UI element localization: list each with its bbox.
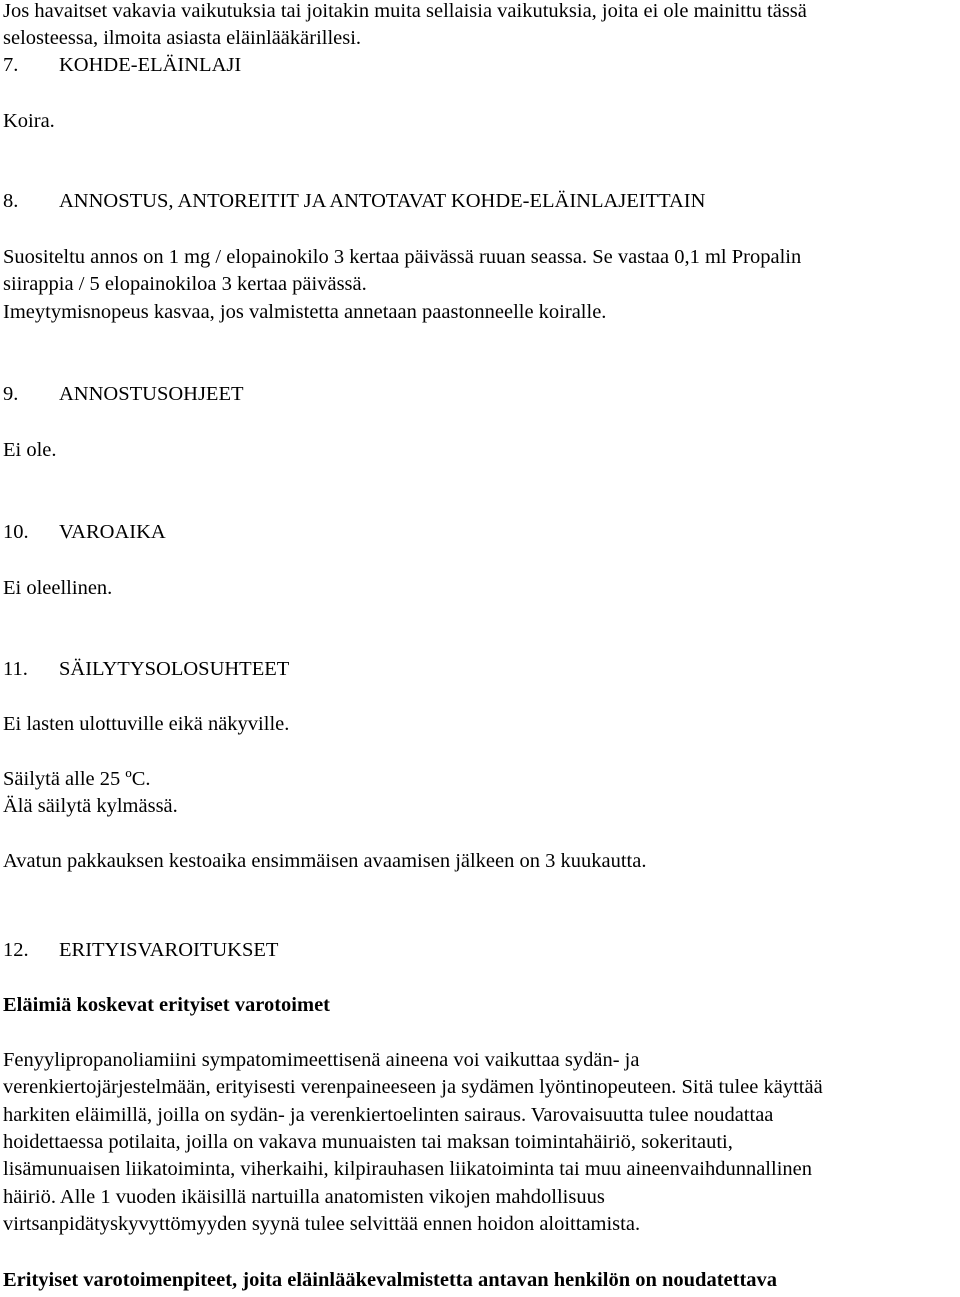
section-9-body-1: Ei ole. <box>3 439 57 461</box>
intro-line-2: selosteessa, ilmoita asiasta eläinlääkärillesi. <box>3 27 362 49</box>
section-number: 12. <box>3 939 29 961</box>
section-number: 9. <box>3 383 19 405</box>
section-12-body-5: lisämunuaisen liikatoiminta, viherkaihi, kilpirauhasen liikatoiminta tai muu aineenvaihdunnallinen <box>3 1158 812 1180</box>
section-12-body-1: Fenyylipropanoliamiini sympatomimeettisenä aineena voi vaikuttaa sydän- ja <box>3 1049 640 1071</box>
section-heading-8 <box>3 188 705 215</box>
section-title: SÄILYTYSOLOSUHTEET <box>59 658 290 680</box>
section-heading-10 <box>3 519 166 546</box>
section-number: 8. <box>3 190 19 212</box>
section-number: 7. <box>3 54 19 76</box>
section-number: 10. <box>3 521 29 543</box>
section-8-body-1: Suositeltu annos on 1 mg / elopainokilo 3 kertaa päivässä ruuan seassa. Se vastaa 0,1 ml Propalin <box>3 246 802 268</box>
section-11-body-2: Säilytä alle 25 ºC. <box>3 768 151 790</box>
section-12-body-7: virtsanpidätyskyvyttömyyden syynä tulee selvittää ennen hoidon aloittamista. <box>3 1213 641 1235</box>
section-title: ANNOSTUS, ANTOREITIT JA ANTOTAVAT KOHDE-ELÄINLAJEITTAIN <box>59 190 706 212</box>
section-title: VAROAIKA <box>59 521 166 543</box>
intro-line-1: Jos havaitset vakavia vaikutuksia tai joitakin muita sellaisia vaikutuksia, joita ei ole mainittu tässä <box>3 0 807 22</box>
section-12-body-3: harkiten eläimillä, joilla on sydän- ja verenkiertoelinten sairaus. Varovaisuutta tulee noudattaa <box>3 1104 774 1126</box>
section-heading-7 <box>3 52 241 79</box>
section-12-body-2: verenkiertojärjestelmään, erityisesti verenpaineeseen ja sydämen lyöntinopeuteen. Sitä tulee käyttää <box>3 1076 823 1098</box>
section-10-body-1: Ei oleellinen. <box>3 577 113 599</box>
section-12-body-6: häiriö. Alle 1 vuoden ikäisillä nartuilla anatomisten vikojen mahdollisuus <box>3 1186 605 1208</box>
section-heading-12 <box>3 937 278 964</box>
section-12-subheading: Eläimiä koskevat erityiset varotoimet <box>3 994 330 1016</box>
section-11-body-3: Älä säilytä kylmässä. <box>3 795 178 817</box>
section-11-body-1: Ei lasten ulottuville eikä näkyville. <box>3 713 290 735</box>
section-12-body-4: hoidettaessa potilaita, joilla on vakava munuaisten tai maksan toimintahäiriö, sokeritauti, <box>3 1131 733 1153</box>
section-12-subheading-2: Erityiset varotoimenpiteet, joita eläinlääkevalmistetta antavan henkilön on noudatettava <box>3 1269 778 1291</box>
section-title: ERITYISVAROITUKSET <box>59 939 279 961</box>
section-11-body-4: Avatun pakkauksen kestoaika ensimmäisen avaamisen jälkeen on 3 kuukautta. <box>3 850 647 872</box>
section-title: ANNOSTUSOHJEET <box>59 383 244 405</box>
section-8-body-2: siirappia / 5 elopainokiloa 3 kertaa päivässä. <box>3 273 367 295</box>
section-title: KOHDE-ELÄINLAJI <box>59 54 242 76</box>
section-number: 11. <box>3 658 28 680</box>
section-8-body-3: Imeytymisnopeus kasvaa, jos valmistetta annetaan paastonneelle koiralle. <box>3 301 607 323</box>
section-7-body-1: Koira. <box>3 110 55 132</box>
section-heading-11 <box>3 656 289 683</box>
section-heading-9 <box>3 381 244 408</box>
